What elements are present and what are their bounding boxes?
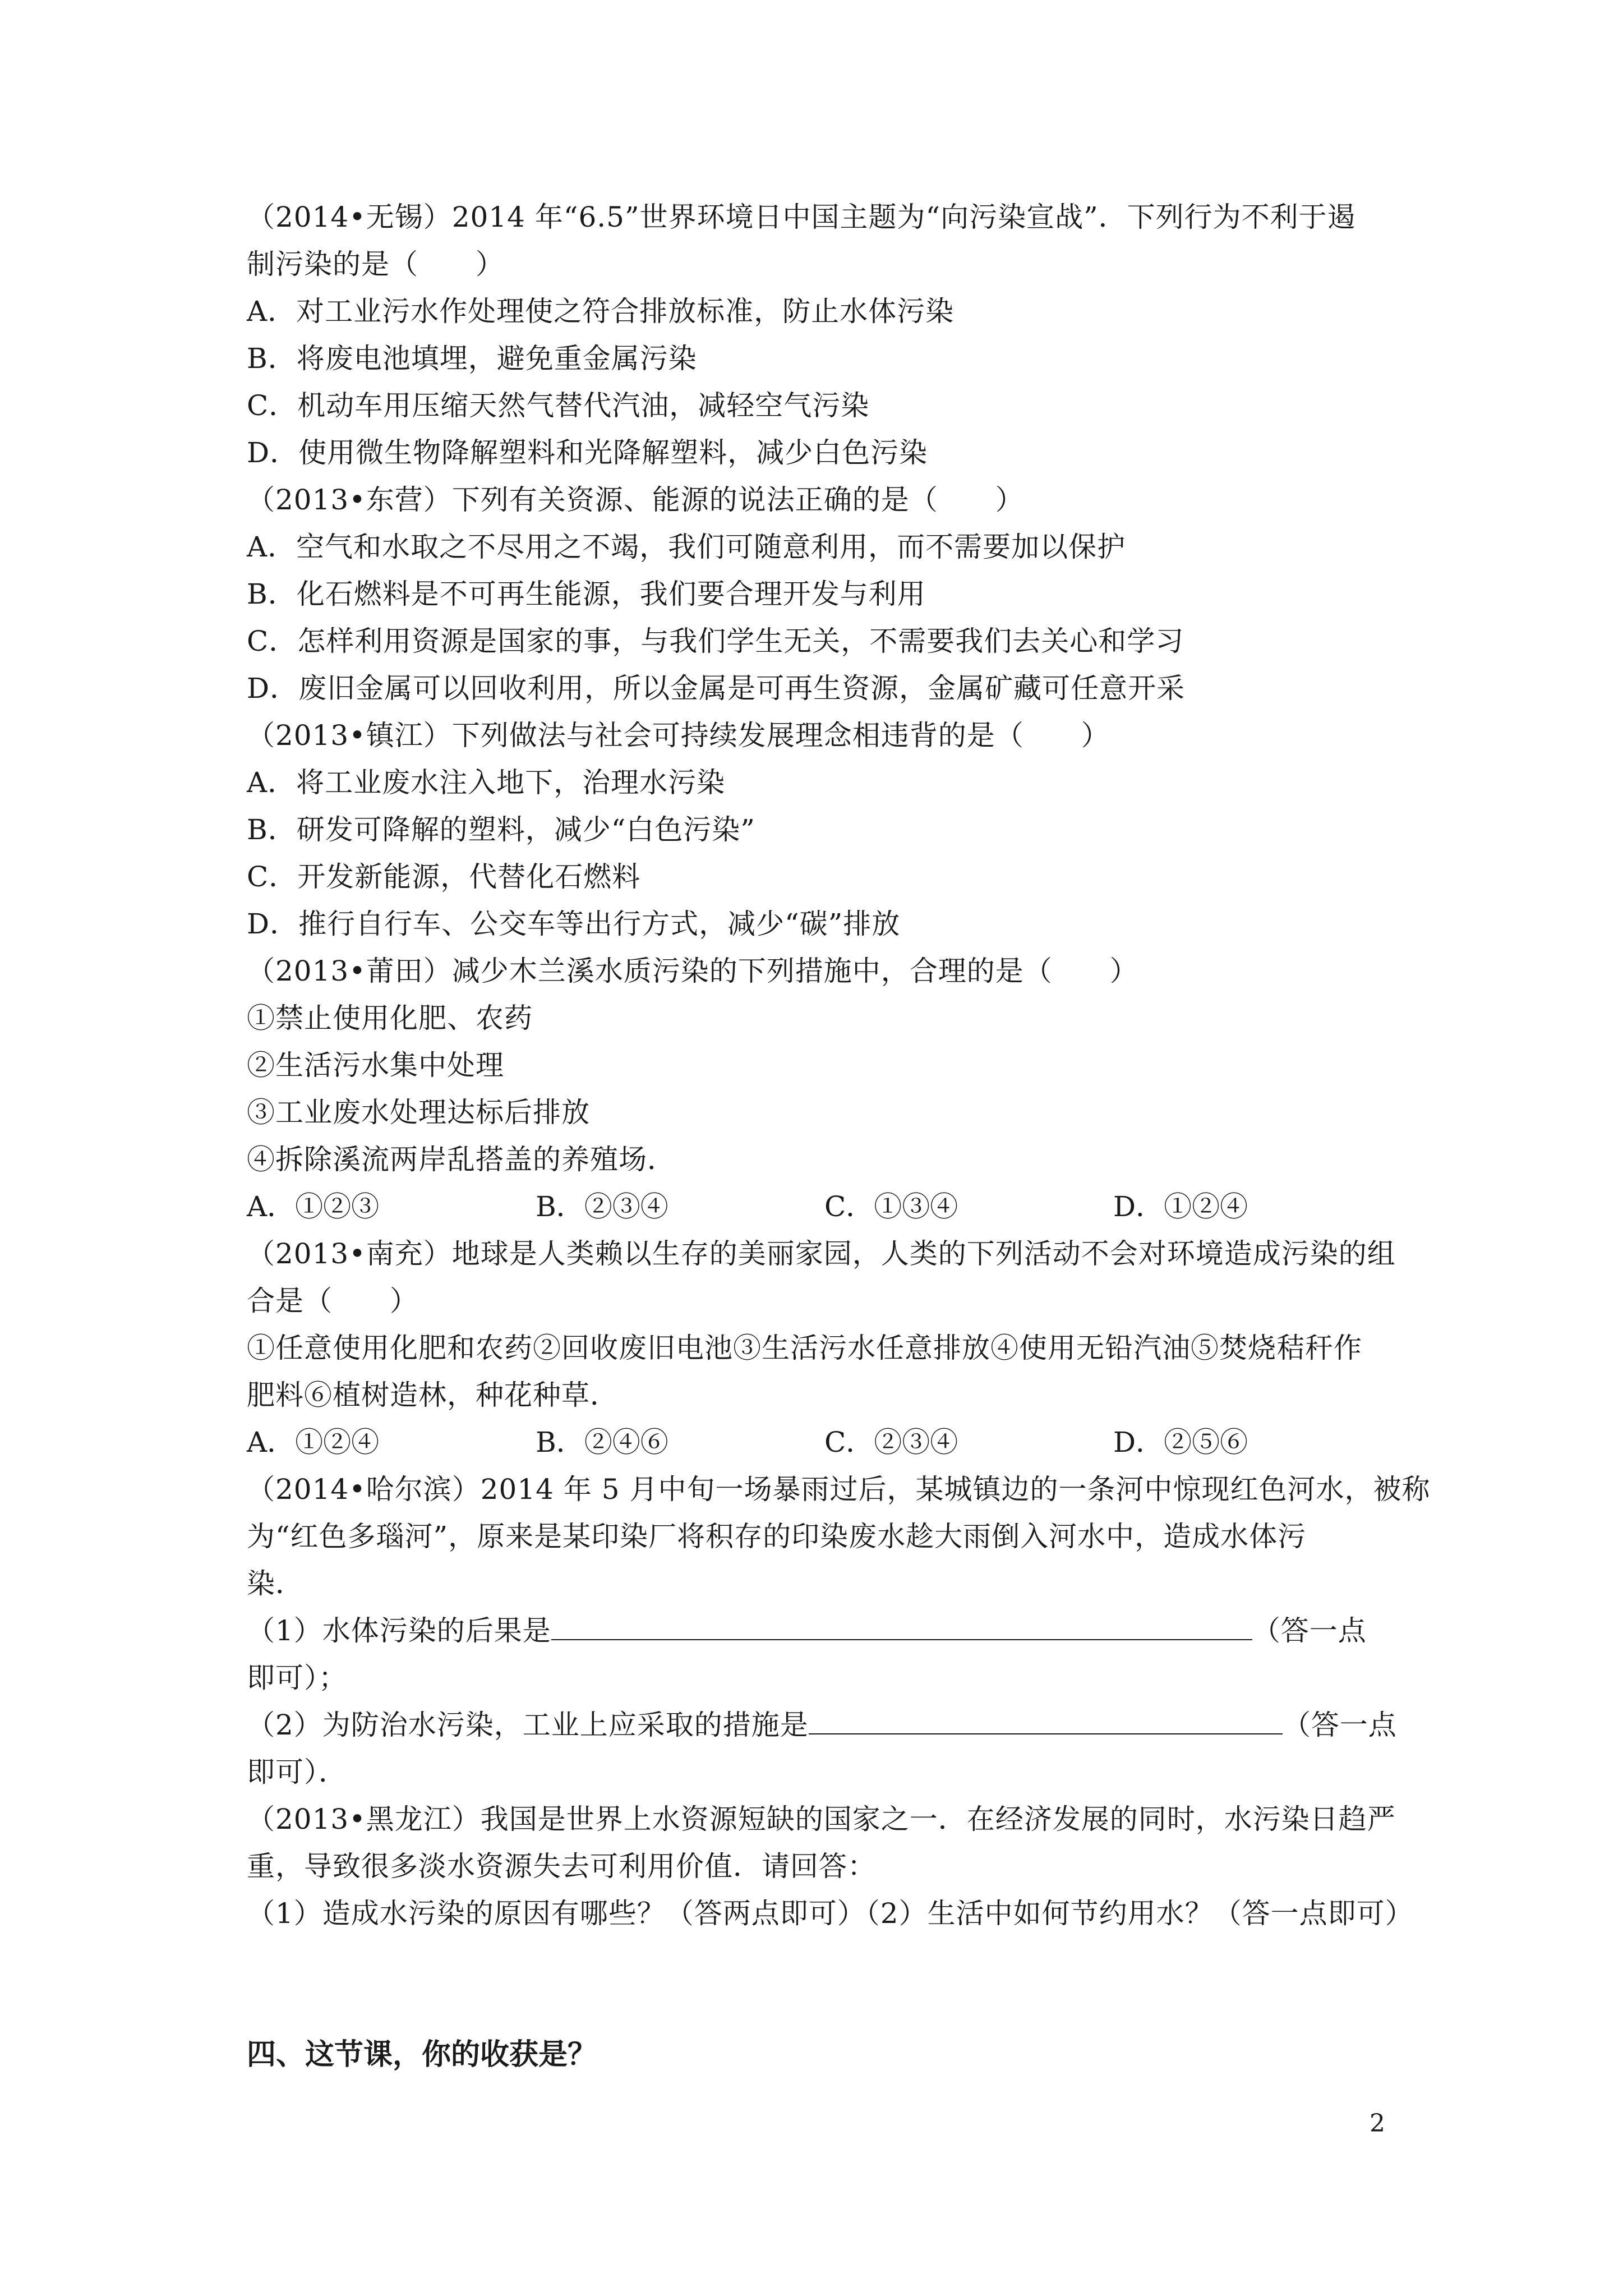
options-row: [247, 1183, 1402, 1230]
option-d: D．②⑤⑥: [1113, 1426, 1248, 1458]
option-d: D．推行自行车、公交车等出行方式，减少“碳”排放: [247, 908, 901, 940]
measure-item: ③工业废水处理达标后排放: [247, 1096, 590, 1129]
question-1: [247, 194, 1402, 476]
sub-question-tail: 即可）．: [247, 1756, 347, 1788]
question-3: [247, 712, 1402, 947]
question-stem: （2014•哈尔滨）2014 年 5 月中旬一场暴雨过后，某城镇边的一条河中惊现红色河水，被称: [247, 1473, 1431, 1506]
document-page: [247, 194, 1431, 2078]
option-b: B．将废电池填埋，避免重金属污染: [247, 342, 697, 375]
measure-item: ②生活污水集中处理: [247, 1049, 504, 1082]
section-heading: 四、这节课，你的收获是？: [247, 2037, 597, 2072]
sub-question-prefix: （2）为防治水污染，工业上应采取的措施是: [247, 1709, 809, 1741]
option-a: A．①②③: [247, 1190, 380, 1223]
page-number: 2: [1370, 2109, 1385, 2138]
option-c: C．怎样利用资源是国家的事，与我们学生无关，不需要我们去关心和学习: [247, 625, 1184, 657]
question-stem: （2013•莆田）减少木兰溪水质污染的下列措施中，合理的是（ ）: [247, 955, 1138, 987]
question-stem: 制污染的是（ ）: [247, 248, 504, 280]
question-stem: 为“红色多瑙河”，原来是某印染厂将积存的印染废水趁大雨倒入河水中，造成水体污: [247, 1520, 1307, 1553]
option-d: D．使用微生物降解塑料和光降解塑料，减少白色污染: [247, 436, 928, 469]
sub-question-2: [247, 1701, 1402, 1749]
option-d: D．①②④: [1113, 1190, 1248, 1223]
option-a: A．对工业污水作处理使之符合排放标准，防止水体污染: [247, 295, 955, 328]
sub-question-prefix: （1）水体污染的后果是: [247, 1614, 551, 1647]
question-stem: （2013•镇江）下列做法与社会可持续发展理念相违背的是（ ）: [247, 719, 1110, 752]
option-a: A．①②④: [247, 1426, 380, 1458]
answer-blank[interactable]: [809, 1708, 1283, 1734]
question-stem: （2013•南充）地球是人类赖以生存的美丽家园，人类的下列活动不会对环境造成污染的组: [247, 1237, 1396, 1270]
option-c: C．开发新能源，代替化石燃料: [247, 861, 641, 893]
option-a: A．空气和水取之不尽用之不竭，我们可随意利用，而不需要加以保护: [247, 531, 1126, 563]
question-6: [247, 1466, 1431, 1796]
question-stem: （2013•黑龙江）我国是世界上水资源短缺的国家之一．在经济发展的同时，水污染日趋严: [247, 1803, 1396, 1835]
option-d: D．废旧金属可以回收利用，所以金属是可再生资源，金属矿藏可任意开采: [247, 672, 1186, 705]
answer-blank[interactable]: [551, 1613, 1252, 1640]
measure-item: ④拆除溪流两岸乱搭盖的养殖场．: [247, 1143, 676, 1176]
option-b: B．研发可降解的塑料，减少“白色污染”: [247, 813, 755, 846]
option-a: A．将工业废水注入地下，治理水污染: [247, 766, 726, 799]
option-b: B．②④⑥: [536, 1426, 668, 1458]
option-b: B．②③④: [536, 1190, 668, 1223]
question-5: [247, 1230, 1402, 1466]
question-stem: （2014•无锡）2014 年“6.5”世界环境日中国主题为“向污染宣战”．下列行为不利于遏: [247, 201, 1356, 233]
activity-items: 肥料⑥植树造林，种花种草．: [247, 1379, 619, 1411]
question-4: [247, 947, 1402, 1230]
measure-item: ①禁止使用化肥、农药: [247, 1002, 533, 1034]
option-c: C．①③④: [824, 1190, 958, 1223]
option-c: C．②③④: [824, 1426, 958, 1458]
sub-question-suffix: （答一点: [1282, 1709, 1397, 1741]
activity-items: ①任意使用化肥和农药②回收废旧电池③生活污水任意排放④使用无铅汽油⑤焚烧秸秆作: [247, 1332, 1362, 1364]
sub-question-suffix: （答一点: [1252, 1614, 1367, 1647]
sub-question-tail: 即可）；: [247, 1662, 347, 1694]
question-stem: （2013•东营）下列有关资源、能源的说法正确的是（ ）: [247, 484, 1024, 516]
question-stem: 合是（ ）: [247, 1285, 418, 1317]
question-stem: 染．: [247, 1567, 304, 1600]
question-2: [247, 476, 1402, 712]
option-b: B．化石燃料是不可再生能源，我们要合理开发与利用: [247, 578, 926, 610]
options-row: [247, 1419, 1402, 1466]
option-c: C．机动车用压缩天然气替代汽油，减轻空气污染: [247, 389, 870, 422]
question-7: [247, 1796, 1414, 1937]
question-stem: 重，导致很多淡水资源失去可利用价值．请回答：: [247, 1850, 876, 1883]
sub-questions: （1）造成水污染的原因有哪些？（答两点即可）（2）生活中如何节约用水？（答一点即可）: [247, 1897, 1414, 1930]
sub-question-1: [247, 1607, 1402, 1654]
